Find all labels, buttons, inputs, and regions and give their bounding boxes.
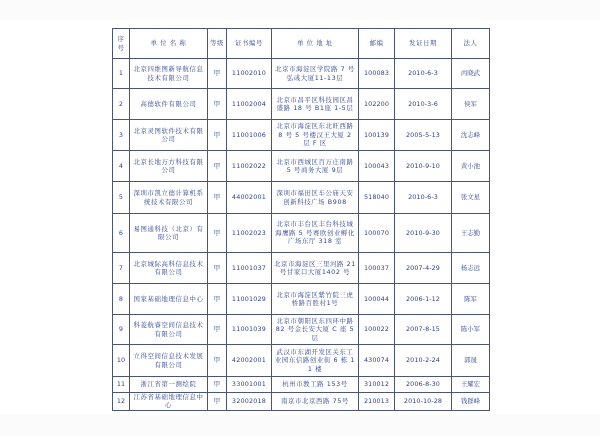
cell-serial: 11	[113, 377, 130, 393]
cell-cert-no: 11001006	[227, 120, 272, 151]
table-row	[113, 393, 490, 411]
cell-unit-name: 深圳市凯立德计算机系统技术有限公司	[130, 182, 208, 214]
cell-legal-rep: 郭晟	[452, 345, 490, 377]
cell-cert-no: 11002004	[227, 89, 272, 120]
header-issue-date: 发证日期	[395, 29, 452, 59]
cell-zip: 210013	[359, 393, 395, 411]
cell-legal-rep: 黄小池	[452, 151, 490, 182]
cell-zip: 100043	[359, 151, 395, 182]
header-zip: 邮编	[359, 29, 395, 59]
cell-address: 北京市海淀区三里河路 21 号甘家口大厦1402 号	[272, 253, 359, 284]
cell-issue-date: 2010-3-6	[395, 89, 452, 120]
cell-grade: 甲	[208, 315, 227, 345]
cell-cert-no: 32002018	[227, 393, 272, 411]
cell-cert-no: 42002001	[227, 345, 272, 377]
cell-address: 深圳市福田区车公庙天安创新科技广场 B908	[272, 182, 359, 214]
table-row	[113, 182, 490, 214]
cell-legal-rep: 陈军	[452, 284, 490, 315]
table-row	[113, 151, 490, 182]
cell-zip: 100044	[359, 284, 395, 315]
cell-zip: 518040	[359, 182, 395, 214]
cell-grade: 甲	[208, 89, 227, 120]
cell-legal-rep: 丙晓武	[452, 59, 490, 89]
cell-unit-name: 北京城际高科信息技术有限公司	[130, 253, 208, 284]
cell-grade: 甲	[208, 120, 227, 151]
cell-grade: 甲	[208, 151, 227, 182]
cell-serial: 7	[113, 253, 130, 284]
cell-unit-name: 北京四维图新导航信息技术有限公司	[130, 59, 208, 89]
header-unit-name: 单 位 名 称	[130, 29, 208, 59]
cell-cert-no: 11002023	[227, 214, 272, 253]
cell-zip: 310012	[359, 377, 395, 393]
cell-grade: 甲	[208, 345, 227, 377]
cell-address: 北京市昌平区科技园区昌盛路 18 号 B1座 1-5层	[272, 89, 359, 120]
cell-cert-no: 44002001	[227, 182, 272, 214]
cell-serial: 8	[113, 284, 130, 315]
cell-address: 武汉市东湖开发区关东工业园东信路创业街 6 栋 11 楼	[272, 345, 359, 377]
cell-legal-rep: 沈志峰	[452, 120, 490, 151]
table-header-row	[113, 29, 490, 59]
cell-issue-date: 2010-2-24	[395, 345, 452, 377]
cell-zip: 100037	[359, 253, 395, 284]
cell-zip: 100070	[359, 214, 395, 253]
cell-grade: 甲	[208, 182, 227, 214]
header-band	[0, 0, 600, 20]
header-grade: 等级	[208, 29, 227, 59]
cell-serial: 9	[113, 315, 130, 345]
cell-zip: 100139	[359, 120, 395, 151]
cell-legal-rep: 侯军	[452, 89, 490, 120]
cell-address: 北京市海淀区东北旺西路 8 号 5 号楼汉王大厦 2 层 F 区	[272, 120, 359, 151]
cell-legal-rep: 王耀宏	[452, 377, 490, 393]
header-serial: 序号	[113, 29, 130, 59]
cell-address: 北京市海淀区学院路 7 号弘彧大厦11-13层	[272, 59, 359, 89]
table-row	[113, 284, 490, 315]
table-row	[113, 253, 490, 284]
cell-issue-date: 2010-6-3	[395, 59, 452, 89]
cell-grade: 甲	[208, 393, 227, 411]
cell-address: 北京市朝阳区东四环中路 82 号金长安大厦 C 座 5 层	[272, 315, 359, 345]
cell-cert-no: 11002022	[227, 151, 272, 182]
cell-address: 北京市丰台区丰台科技城海鹰路 5 号赛欧创业孵化广场东厅 318 室	[272, 214, 359, 253]
cell-unit-name: 北京灵图软件技术有限公司	[130, 120, 208, 151]
cell-serial: 5	[113, 182, 130, 214]
cell-unit-name: 江苏省基础地理信息中心	[130, 393, 208, 411]
header-cert-no: 证书编号	[227, 29, 272, 59]
table-row	[113, 214, 490, 253]
cell-zip: 100022	[359, 315, 395, 345]
cell-issue-date: 2005-5-13	[395, 120, 452, 151]
cell-unit-name: 浙江省第一测绘院	[130, 377, 208, 393]
cell-serial: 10	[113, 345, 130, 377]
cell-grade: 甲	[208, 214, 227, 253]
table-row	[113, 315, 490, 345]
cell-grade: 甲	[208, 253, 227, 284]
table-row	[113, 89, 490, 120]
cell-issue-date: 2010-9-10	[395, 151, 452, 182]
cell-issue-date: 2007-8-15	[395, 315, 452, 345]
cell-unit-name: 北京长地万方科技有限公司	[130, 151, 208, 182]
cell-serial: 12	[113, 393, 130, 411]
cell-issue-date: 2010-9-30	[395, 214, 452, 253]
footer-band	[0, 414, 600, 436]
cell-issue-date: 2007-4-29	[395, 253, 452, 284]
header-address: 单 位 地 址	[272, 29, 359, 59]
cell-address: 南京市北京西路 75号	[272, 393, 359, 411]
cell-issue-date: 2010-6-3	[395, 182, 452, 214]
cell-serial: 3	[113, 120, 130, 151]
cell-serial: 2	[113, 89, 130, 120]
cell-unit-name: 立得空间信息技术发展有限公司	[130, 345, 208, 377]
table-row	[113, 120, 490, 151]
cell-unit-name: 国家基础地理信息中心	[130, 284, 208, 315]
cell-address: 杭州市教工路 153号	[272, 377, 359, 393]
header-legal-rep: 法人	[452, 29, 490, 59]
cell-cert-no: 11002010	[227, 59, 272, 89]
cell-legal-rep: 杨志远	[452, 253, 490, 284]
cell-address: 北京市西城区百万庄南路 5 号商务大厦 9层	[272, 151, 359, 182]
table-row	[113, 377, 490, 393]
cell-legal-rep: 陈小军	[452, 315, 490, 345]
cell-zip: 102200	[359, 89, 395, 120]
cell-issue-date: 2006-1-12	[395, 284, 452, 315]
cell-legal-rep: 张文星	[452, 182, 490, 214]
cell-issue-date: 2010-10-28	[395, 393, 452, 411]
cell-cert-no: 11001029	[227, 284, 272, 315]
table-row	[113, 59, 490, 89]
cell-address: 北京市海淀区紫竹院三虎桥路百胜村1号	[272, 284, 359, 315]
cell-zip: 100083	[359, 59, 395, 89]
cell-grade: 甲	[208, 377, 227, 393]
cell-grade: 甲	[208, 284, 227, 315]
cell-cert-no: 11001037	[227, 253, 272, 284]
cell-serial: 6	[113, 214, 130, 253]
registration-table	[112, 28, 490, 411]
cell-serial: 1	[113, 59, 130, 89]
cell-grade: 甲	[208, 59, 227, 89]
cell-legal-rep: 钱群峰	[452, 393, 490, 411]
cell-unit-name: 高德软件有限公司	[130, 89, 208, 120]
cell-issue-date: 2006-8-30	[395, 377, 452, 393]
table-row	[113, 345, 490, 377]
cell-cert-no: 11001039	[227, 315, 272, 345]
cell-cert-no: 33001001	[227, 377, 272, 393]
cell-serial: 4	[113, 151, 130, 182]
cell-legal-rep: 王志勤	[452, 214, 490, 253]
cell-unit-name: 科菱航睿空间信息技术有限公司	[130, 315, 208, 345]
cell-unit-name: 易图通科技（北京）有限公司	[130, 214, 208, 253]
cell-zip: 430074	[359, 345, 395, 377]
